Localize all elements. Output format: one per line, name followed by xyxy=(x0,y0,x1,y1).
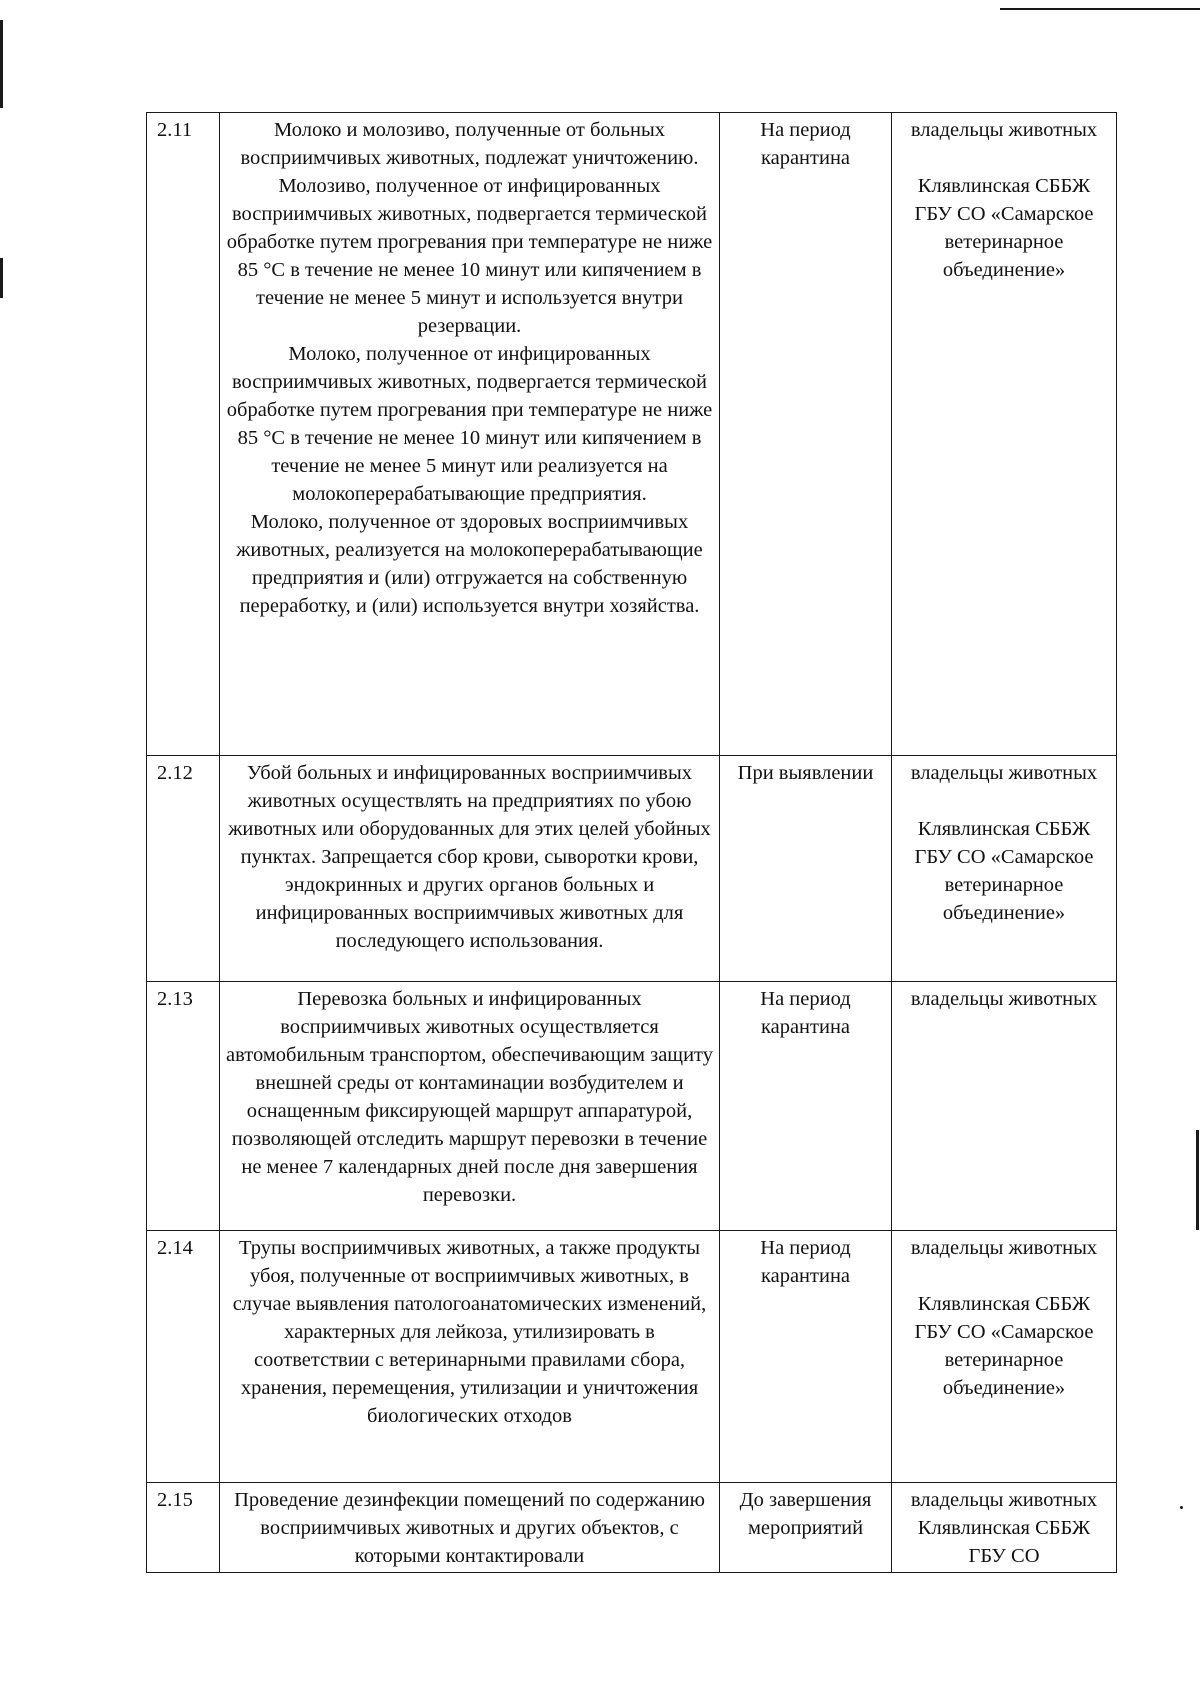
responsible-cell xyxy=(892,756,1117,982)
table-row xyxy=(147,113,1117,756)
description-paragraph: Трупы восприимчивых животных, а также продукты убоя, полученные от восприимчивых животных, в случае выявления патологоанатомических изменений, характерных для лейкоза, утилизировать в соответствии с ветеринарными правилами сбора, хранения, перемещения, утилизации и уничтожения биологических отходов xyxy=(232,1237,707,1427)
row-number: 2.15 xyxy=(147,1483,220,1573)
table-row xyxy=(147,982,1117,1231)
responsible-organization: Клявлинская СББЖ ГБУ СО «Самарское ветеринарное объединение» xyxy=(914,818,1094,924)
measure-description xyxy=(220,113,720,756)
responsible-cell xyxy=(892,1231,1117,1483)
spacer xyxy=(898,144,1110,172)
row-number: 2.11 xyxy=(147,113,220,756)
table-row xyxy=(147,756,1117,982)
row-number: 2.12 xyxy=(147,756,220,982)
measure-term: При выявлении xyxy=(720,756,892,982)
responsible-cell xyxy=(892,113,1117,756)
measure-description xyxy=(220,756,720,982)
responsible-owner: владельцы животных xyxy=(910,988,1098,1010)
responsible-organization: Клявлинская СББЖ ГБУ СО xyxy=(917,1517,1091,1567)
scan-dust-dot xyxy=(1180,1506,1183,1509)
scan-edge-mark xyxy=(1000,8,1200,10)
responsible-owner: владельцы животных xyxy=(910,1237,1098,1259)
description-paragraph: Молоко и молозиво, полученные от больных восприимчивых животных, подлежат уничтожению. Молозиво, полученное от инфицированных восприимчивых животных, подвергается термической обработке путем прогревания при температуре не ниже 85 °С в течение не менее 10 минут или кипячением в течение не менее 5 минут и используется внутри резервации. xyxy=(226,119,713,337)
responsible-organization: Клявлинская СББЖ ГБУ СО «Самарское ветеринарное объединение» xyxy=(914,1293,1094,1399)
row-number: 2.13 xyxy=(147,982,220,1231)
scan-edge-mark xyxy=(1196,1130,1199,1230)
description-paragraph: Проведение дезинфекции помещений по содержанию восприимчивых животных и других объектов, с которыми контактировали xyxy=(234,1489,705,1567)
responsible-organization: Клявлинская СББЖ ГБУ СО «Самарское ветеринарное объединение» xyxy=(914,175,1094,281)
description-paragraph: Молоко, полученное от здоровых восприимчивых животных, реализуется на молокоперерабатывающие предприятия и (или) отгружается на собственную переработку, и (или) используется внутри хозяйства. xyxy=(236,511,703,617)
measure-description xyxy=(220,1483,720,1573)
measure-term: На период карантина xyxy=(720,982,892,1231)
measures-table xyxy=(146,112,1117,1573)
description-paragraph: Перевозка больных и инфицированных восприимчивых животных осуществляется автомобильным транспортом, обеспечивающим защиту внешней среды от контаминации возбудителем и оснащенным фиксирующей маршрут аппаратурой, позволяющей отследить маршрут перевозки в течение не менее 7 календарных дней после дня завершения перевозки. xyxy=(226,988,713,1206)
responsible-owner: владельцы животных xyxy=(910,762,1098,784)
measure-term: На период карантина xyxy=(720,1231,892,1483)
description-paragraph: Убой больных и инфицированных восприимчивых животных осуществлять на предприятиях по убою животных или оборудованных для этих целей убойных пунктах. Запрещается сбор крови, сыворотки крови, эндокринных и других органов больных и инфицированных восприимчивых животных для последующего использования. xyxy=(228,762,711,952)
spacer xyxy=(898,1262,1110,1290)
measure-term: До завершения мероприятий xyxy=(720,1483,892,1573)
responsible-cell xyxy=(892,1483,1117,1573)
responsible-cell xyxy=(892,982,1117,1231)
scan-edge-mark xyxy=(0,258,3,298)
table-row xyxy=(147,1483,1117,1573)
spacer xyxy=(898,787,1110,815)
measure-term: На период карантина xyxy=(720,113,892,756)
scan-edge-mark xyxy=(0,20,3,108)
row-number: 2.14 xyxy=(147,1231,220,1483)
table-row xyxy=(147,1231,1117,1483)
measure-description xyxy=(220,982,720,1231)
description-paragraph: Молоко, полученное от инфицированных восприимчивых животных, подвергается термической обработке путем прогревания при температуре не ниже 85 °С в течение не менее 10 минут или кипячением в течение не менее 5 минут или реализуется на молокоперерабатывающие предприятия. xyxy=(226,343,713,505)
measure-description xyxy=(220,1231,720,1483)
responsible-owner: владельцы животных xyxy=(910,119,1098,141)
responsible-owner: владельцы животных xyxy=(910,1489,1098,1511)
